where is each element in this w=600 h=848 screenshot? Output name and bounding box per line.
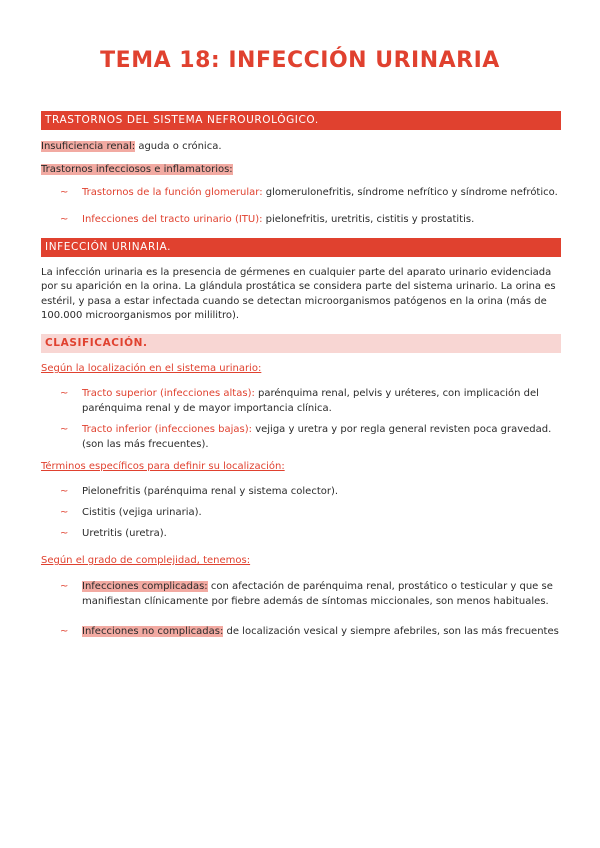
grado-title: Según el grado de complejidad, tenemos: bbox=[41, 555, 251, 566]
item-label: Trastornos de la función glomerular: bbox=[82, 187, 263, 198]
tilde-bullet-icon: ~ bbox=[60, 528, 69, 539]
tilde-bullet-icon: ~ bbox=[60, 486, 69, 497]
tilde-bullet-icon: ~ bbox=[60, 187, 69, 198]
item-label: Infecciones no complicadas: bbox=[82, 626, 224, 637]
sub-header-clasificacion: CLASIFICACIÓN. bbox=[41, 334, 561, 353]
section-header-infeccion: INFECCIÓN URINARIA. bbox=[41, 238, 561, 257]
item-text: vejiga y uretra y por regla general revisten poca gravedad. (son las más frecuentes). bbox=[82, 424, 552, 450]
terminos-title: Términos específicos para definir su localización: bbox=[41, 461, 285, 472]
tilde-bullet-icon: ~ bbox=[60, 626, 69, 637]
tilde-bullet-icon: ~ bbox=[60, 507, 69, 518]
tilde-bullet-icon: ~ bbox=[60, 214, 69, 225]
insuficiencia-label: Insuficiencia renal: bbox=[41, 141, 136, 152]
tilde-bullet-icon: ~ bbox=[60, 388, 69, 399]
item-label: Tracto superior (infecciones altas): bbox=[82, 388, 255, 399]
item-label: Infecciones del tracto urinario (ITU): bbox=[82, 214, 263, 225]
tilde-bullet-icon: ~ bbox=[60, 424, 69, 435]
item-text: Pielonefritis (parénquima renal y sistema colector). bbox=[82, 486, 339, 497]
item-text: de localización vesical y siempre afebriles, son las más frecuentes bbox=[223, 626, 559, 637]
page-title: TEMA 18: INFECCIÓN URINARIA bbox=[100, 48, 500, 73]
localizacion-title: Según la localización en el sistema urinario: bbox=[41, 363, 262, 374]
item-text: glomerulonefritis, síndrome nefrítico y síndrome nefrótico. bbox=[262, 187, 558, 198]
intro-paragraph: La infección urinaria es la presencia de gérmenes en cualquier parte del aparato urinario evidenciada por su aparición en la orina. La glándula prostática se considera parte del sistema urinario. La orina es estéril, y pasa a estar infectada cuando se detectan microorganismos patógenos en la orina (más de 100.000 microorganismos por mililitro). bbox=[41, 267, 556, 322]
item-text: Cistitis (vejiga urinaria). bbox=[82, 507, 202, 518]
item-label: Tracto inferior (infecciones bajas): bbox=[82, 424, 253, 435]
item-label: Infecciones complicadas: bbox=[82, 581, 208, 592]
trastornos-infecciosos-label: Trastornos infecciosos e inflamatorios: bbox=[41, 164, 233, 175]
insuficiencia-text: aguda o crónica. bbox=[135, 141, 222, 152]
item-text: con afectación de parénquima renal, prostático o testicular y que se manifiestan clínicamente por fiebre además de síntomas miccionales, son menos habituales. bbox=[82, 581, 553, 607]
tilde-bullet-icon: ~ bbox=[60, 581, 69, 592]
item-text: pielonefritis, uretritis, cistitis y prostatitis. bbox=[262, 214, 475, 225]
item-text: Uretritis (uretra). bbox=[82, 528, 167, 539]
item-text: parénquima renal, pelvis y uréteres, con implicación del parénquima renal y de mayor importancia clínica. bbox=[82, 388, 539, 414]
section-header-trastornos: TRASTORNOS DEL SISTEMA NEFROUROLÓGICO. bbox=[41, 111, 561, 130]
trastornos-infecciosos-line bbox=[41, 162, 561, 177]
insuficiencia-line bbox=[41, 139, 561, 154]
